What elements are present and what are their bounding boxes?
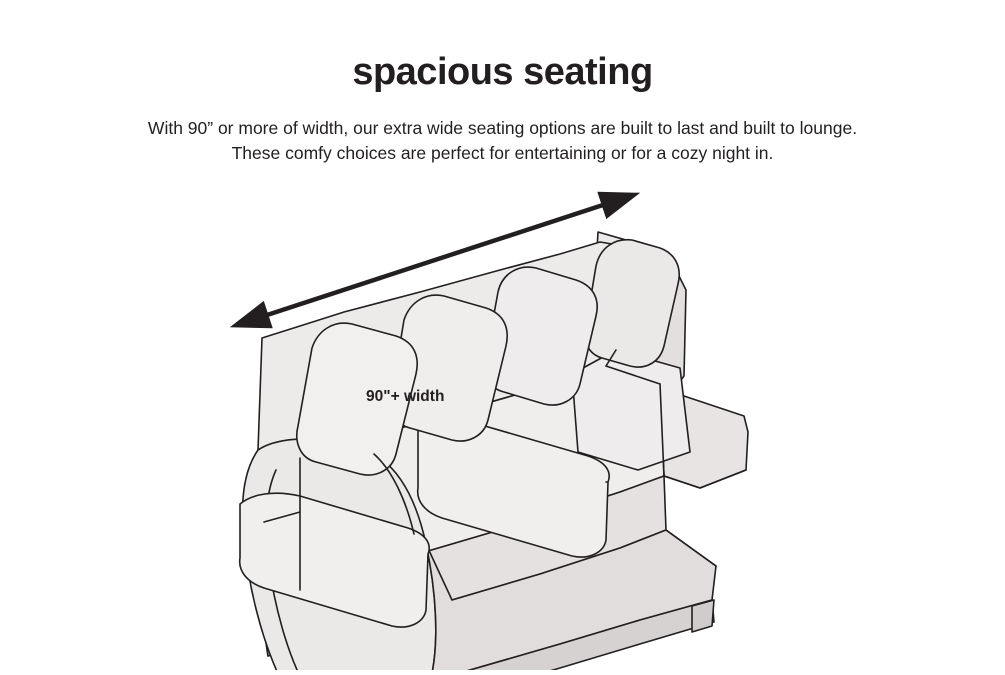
- width-dimension-label: 90"+ width: [366, 388, 445, 405]
- page-title: spacious seating: [352, 51, 653, 93]
- subcopy-line-1: With 90” or more of width, our extra wide seating options are built to last and built to lounge.: [147, 118, 858, 138]
- sofa-line-drawing-svg: [0, 170, 1005, 670]
- page-subcopy: [0, 116, 1005, 166]
- subcopy-line-2: These comfy choices are perfect for entertaining or for a cozy night in.: [231, 142, 774, 163]
- sofa-illustration: [0, 170, 1005, 670]
